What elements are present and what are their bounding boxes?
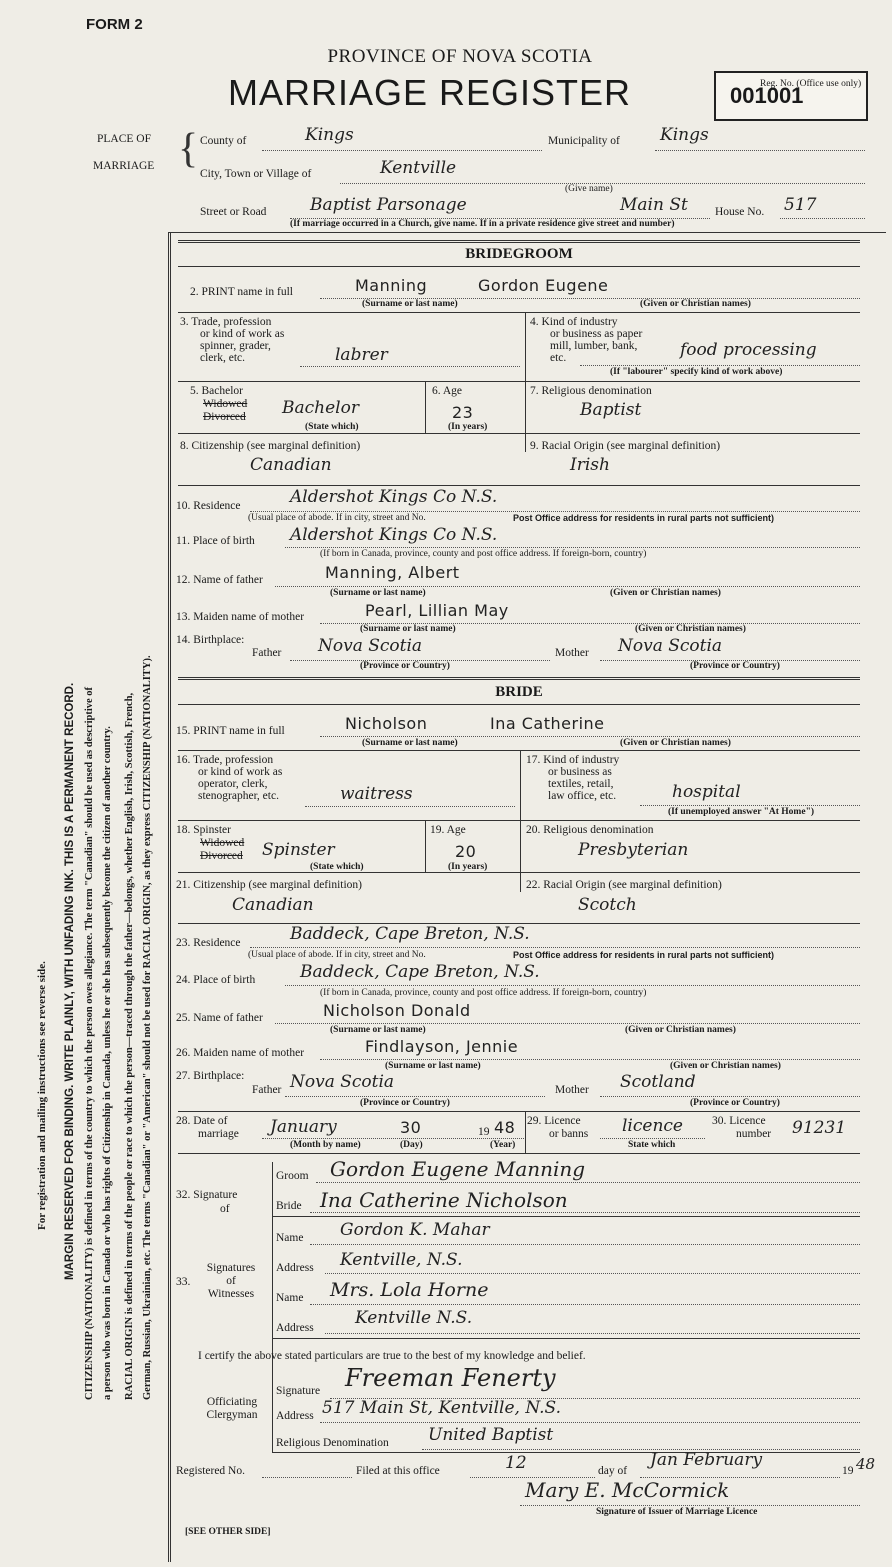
place-brace: {	[178, 126, 199, 172]
witness-label: Signatures of Witnesses	[206, 1262, 256, 1300]
city-label: City, Town or Village of	[200, 168, 312, 180]
reg-number-value: 001001	[730, 83, 804, 108]
bride-heading: BRIDE	[495, 684, 543, 700]
city-value: Kentville	[380, 158, 457, 178]
church-note: (If marriage occurred in a Church, give name. If in a private residence give street and number)	[290, 219, 675, 229]
br-birthplace-parents-label: 27. Birthplace:	[176, 1070, 245, 1082]
br-residence-hint-bold: Post Office address for residents in rural parts not sufficient)	[513, 950, 775, 960]
groom-sig-label: Groom	[276, 1170, 309, 1182]
municipality-value: Kings	[660, 125, 709, 145]
county-label: County of	[200, 135, 247, 147]
br-given-hint: (Given or Christian names)	[620, 738, 731, 748]
br-status-label: 18. Spinster Widowed Divorced	[176, 824, 245, 862]
groom-signature: Gordon Eugene Manning	[330, 1157, 586, 1181]
br-name-label: 15. PRINT name in full	[176, 725, 285, 737]
issuer-label: Signature of Issuer of Marriage Licence	[596, 1507, 758, 1517]
bg-residence-label: 10. Residence	[176, 500, 241, 512]
bg-mother-hint-1: (Surname or last name)	[360, 624, 456, 634]
bg-age-hint: (In years)	[448, 422, 488, 432]
br-given: Ina Catherine	[490, 714, 605, 733]
day-of-label: day of	[598, 1465, 628, 1477]
br-father-label: 25. Name of father	[176, 1012, 263, 1024]
w2-address-label: Address	[276, 1322, 314, 1334]
br-status-hint: (State which)	[310, 862, 364, 872]
bride-signature: Ina Catherine Nicholson	[320, 1188, 568, 1212]
place-label-1: PLACE OF	[97, 133, 151, 145]
bg-religion: Baptist	[580, 400, 642, 420]
bg-mother-bp-label: Mother	[555, 647, 589, 659]
margin-citizenship-2: a person who was born in Canada or who has rights of Citizenship in Canada, unless he or she has subsequently become the citizen of another country.	[102, 726, 113, 1400]
br-status: Spinster	[262, 840, 335, 860]
bg-industry-hint: (If "labourer" specify kind of work above)	[610, 367, 783, 377]
bg-industry: food processing	[680, 340, 817, 360]
w1-name-label: Name	[276, 1232, 304, 1244]
br-mother-label: 26. Maiden name of mother	[176, 1047, 305, 1059]
bg-mother-bp: Nova Scotia	[618, 636, 723, 656]
house-value: 517	[784, 195, 817, 215]
registered-label: Registered No.	[176, 1465, 245, 1477]
br-mother-bp-hint: (Province or Country)	[690, 1098, 780, 1108]
br-surname-hint: (Surname or last name)	[362, 738, 458, 748]
marriage-month: January	[270, 1117, 337, 1137]
bridegroom-heading: BRIDEGROOM	[465, 246, 573, 262]
bg-father-hint-1: (Surname or last name)	[330, 588, 426, 598]
bg-age-label: 6. Age	[432, 385, 463, 397]
br-age-label: 19. Age	[430, 824, 466, 836]
w1-address: Kentville, N.S.	[340, 1250, 463, 1270]
clergy-sig-label: Signature	[276, 1385, 321, 1397]
bg-father-hint-2: (Given or Christian names)	[610, 588, 721, 598]
bg-trade: labrer	[335, 345, 388, 365]
year-hint: (Year)	[490, 1140, 516, 1150]
give-name-hint: (Give name)	[565, 184, 613, 194]
bg-status-hint: (State which)	[305, 422, 359, 432]
bg-residence-hint-bold: Post Office address for residents in rural parts not sufficient)	[513, 513, 775, 523]
date-label: 28. Date of marriage	[176, 1115, 239, 1140]
br-religion: Presbyterian	[578, 840, 689, 860]
clergy-address: 517 Main St, Kentville, N.S.	[322, 1398, 561, 1418]
br-religion-label: 20. Religious denomination	[526, 824, 654, 836]
licence-label: 29. Licence or banns	[527, 1115, 589, 1140]
bg-religion-label: 7. Religious denomination	[530, 385, 652, 397]
page-title: MARRIAGE REGISTER	[228, 72, 632, 113]
br-residence-hint: (Usual place of abode. If in city, street and No.	[248, 950, 426, 960]
licence-number: 91231	[792, 1118, 847, 1138]
margin-citizenship-1: CITIZENSHIP (NATIONALITY) is defined in terms of the country to which the person owes allegiance. The term "Canadian" should be used as descriptive of	[84, 686, 95, 1400]
br-age: 20	[455, 842, 477, 861]
br-father: Nicholson Donald	[323, 1001, 471, 1020]
bg-status: Bachelor	[282, 398, 359, 418]
br-mother: Findlayson, Jennie	[365, 1037, 519, 1056]
br-origin-label: 22. Racial Origin (see marginal definition)	[526, 879, 722, 891]
bg-residence: Aldershot Kings Co N.S.	[290, 487, 498, 507]
filed-day: 12	[505, 1453, 527, 1473]
municipality-label: Municipality of	[548, 135, 620, 147]
br-father-bp: Nova Scotia	[290, 1072, 395, 1092]
bg-mother: Pearl, Lillian May	[365, 601, 509, 620]
br-origin: Scotch	[578, 895, 637, 915]
br-mother-hint-2: (Given or Christian names)	[670, 1061, 781, 1071]
br-mother-bp: Scotland	[620, 1072, 696, 1092]
w2-name-label: Name	[276, 1292, 304, 1304]
month-hint: (Month by name)	[290, 1140, 361, 1150]
margin-racial-2: German, Russian, Ukrainian, etc. The terms "Canadian" or "American" should not be used for RACIAL ORIGIN, as they express CITIZENSHIP (NATIONALITY).	[142, 655, 153, 1400]
bg-given-hint: (Given or Christian names)	[640, 299, 751, 309]
witness-number: 33.	[176, 1276, 191, 1288]
margin-binding-note: MARGIN RESERVED FOR BINDING. WRITE PLAINLY, WITH UNFADING INK. THIS IS A PERMANENT RECORD.	[64, 682, 76, 1280]
bg-father-bp-hint: (Province or Country)	[360, 661, 450, 671]
br-surname: Nicholson	[345, 714, 428, 733]
form-number: FORM 2	[86, 16, 143, 33]
issuer-signature: Mary E. McCormick	[525, 1478, 730, 1502]
filed-label: Filed at this office	[356, 1465, 440, 1477]
bg-father-bp-label: Father	[252, 647, 282, 659]
br-father-bp-hint: (Province or Country)	[360, 1098, 450, 1108]
br-father-bp-label: Father	[252, 1084, 282, 1096]
clergy-address-label: Address	[276, 1410, 314, 1422]
street-label: Street or Road	[200, 206, 267, 218]
bg-birthplace-label: 11. Place of birth	[176, 535, 255, 547]
marriage-day: 30	[400, 1118, 422, 1137]
reg-number-label: Reg. No. (Office use only)	[760, 79, 862, 89]
w1-address-label: Address	[276, 1262, 314, 1274]
bg-citizenship-label: 8. Citizenship (see marginal definition)	[180, 440, 361, 452]
see-other-side: [SEE OTHER SIDE]	[185, 1527, 271, 1537]
br-residence: Baddeck, Cape Breton, N.S.	[290, 924, 530, 944]
bg-mother-hint-2: (Given or Christian names)	[635, 624, 746, 634]
w2-name: Mrs. Lola Horne	[330, 1279, 489, 1301]
province-heading: PROVINCE OF NOVA SCOTIA	[327, 46, 593, 67]
bg-surname-hint: (Surname or last name)	[362, 299, 458, 309]
w1-name: Gordon K. Mahar	[340, 1220, 490, 1240]
certify-text: I certify the above stated particulars are true to the best of my knowledge and belief.	[198, 1350, 586, 1362]
br-trade-label: 16. Trade, profession or kind of work as operator, clerk, stenographer, etc.	[176, 754, 283, 802]
br-mother-hint-1: (Surname or last name)	[385, 1061, 481, 1071]
filed-year-prefix: 19	[842, 1465, 854, 1477]
bg-mother-bp-hint: (Province or Country)	[690, 661, 780, 671]
bg-father-label: 12. Name of father	[176, 574, 263, 586]
marriage-year: 48	[494, 1118, 516, 1137]
bg-father-bp: Nova Scotia	[318, 636, 423, 656]
reg-number-box	[714, 71, 868, 121]
place-label-2: MARRIAGE	[93, 160, 155, 172]
licence-hint: State which	[628, 1140, 676, 1150]
clergy-signature: Freeman Fenerty	[345, 1364, 556, 1392]
bg-birthplace-parents-label: 14. Birthplace:	[176, 634, 245, 646]
bg-industry-label: 4. Kind of industry or business as paper mill, lumber, bank, etc.	[530, 316, 643, 364]
br-industry-hint: (If unemployed answer "At Home")	[668, 807, 815, 817]
bg-citizenship: Canadian	[250, 455, 332, 475]
br-trade: waitress	[340, 784, 413, 804]
clergy-denom-label: Religious Denomination	[276, 1437, 389, 1449]
bg-trade-label: 3. Trade, profession or kind of work as spinner, grader, clerk, etc.	[180, 316, 285, 364]
bg-name-label: 2. PRINT name in full	[190, 286, 293, 298]
bg-age: 23	[452, 403, 474, 422]
bg-given: Gordon Eugene	[478, 276, 609, 295]
br-residence-label: 23. Residence	[176, 937, 241, 949]
margin-instructions: For registration and mailing instructions see reverse side.	[36, 961, 48, 1230]
clergy-denomination: United Baptist	[428, 1425, 554, 1445]
bg-origin-label: 9. Racial Origin (see marginal definition)	[530, 440, 721, 452]
br-industry-label: 17. Kind of industry or business as textiles, retail, law office, etc.	[526, 754, 620, 802]
bg-mother-label: 13. Maiden name of mother	[176, 611, 305, 623]
street-value: Baptist Parsonage	[310, 195, 467, 215]
day-hint: (Day)	[400, 1140, 423, 1150]
bg-father: Manning, Albert	[325, 563, 460, 582]
filed-month: Jan February	[650, 1450, 763, 1470]
licence-value: licence	[622, 1116, 683, 1136]
marriage-year-prefix: 19	[478, 1126, 490, 1138]
bride-sig-label: Bride	[276, 1200, 302, 1212]
br-birthplace-label: 24. Place of birth	[176, 974, 256, 986]
br-citizenship: Canadian	[232, 895, 314, 915]
bg-birthplace: Aldershot Kings Co N.S.	[290, 525, 498, 545]
br-mother-bp-label: Mother	[555, 1084, 589, 1096]
br-age-hint: (In years)	[448, 862, 488, 872]
bg-status-label: 5. Bachelor Widowed Divorced	[190, 385, 248, 423]
br-citizenship-label: 21. Citizenship (see marginal definition)	[176, 879, 362, 891]
br-industry: hospital	[672, 782, 741, 802]
bg-origin: Irish	[570, 455, 610, 475]
street-value-2: Main St	[620, 195, 688, 215]
filed-year: 48	[856, 1455, 876, 1473]
br-birthplace-hint: (If born in Canada, province, county and post office address. If foreign-born, country)	[320, 988, 647, 998]
br-father-hint-2: (Given or Christian names)	[625, 1025, 736, 1035]
house-label: House No.	[715, 206, 765, 218]
bg-birthplace-hint: (If born in Canada, province, county and post office address. If foreign-born, country)	[320, 549, 647, 559]
br-birthplace: Baddeck, Cape Breton, N.S.	[300, 962, 540, 982]
officiating-label: Officiating Clergyman	[206, 1396, 258, 1421]
bg-residence-hint: (Usual place of abode. If in city, street and No.	[248, 513, 426, 523]
w2-address: Kentville N.S.	[355, 1308, 473, 1328]
licence-number-label: 30. Licence number	[712, 1115, 772, 1140]
margin-racial-1: RACIAL ORIGIN is defined in terms of the people or race to which the person—traced through the father—belongs, whether English, Irish, Scottish, French,	[124, 692, 135, 1400]
bg-surname: Manning	[355, 276, 428, 295]
sig-label: 32. Signature of	[176, 1189, 238, 1215]
br-father-hint-1: (Surname or last name)	[330, 1025, 426, 1035]
county-value: Kings	[305, 125, 354, 145]
